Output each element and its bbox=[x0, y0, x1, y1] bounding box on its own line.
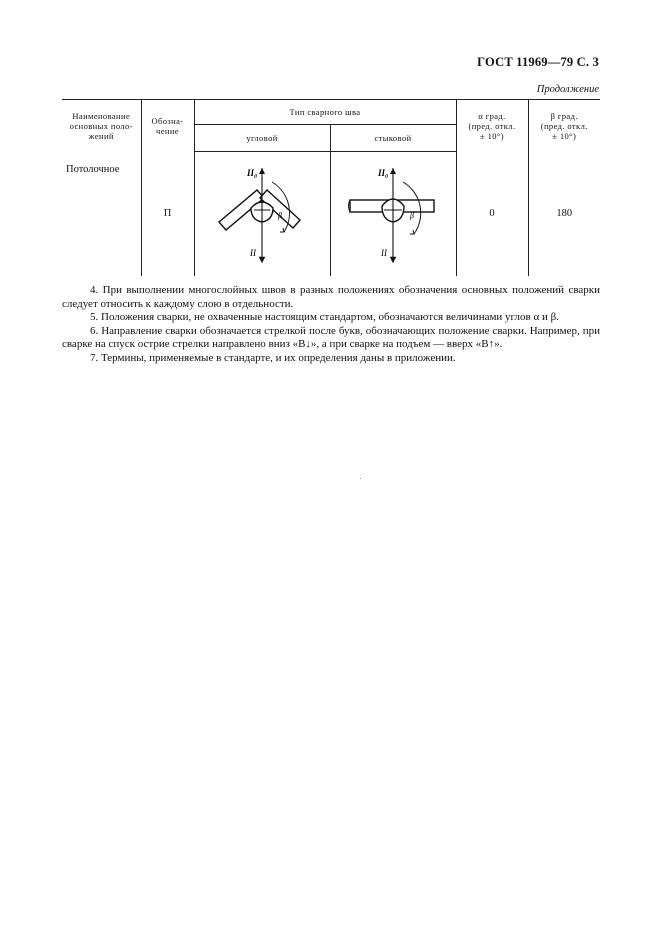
top-axis-label: II₀ bbox=[378, 167, 389, 178]
header-designation: Обозна- чение bbox=[141, 100, 194, 152]
paragraph-6: 6. Направление сварки обозначается стрелкой после букв, обозначающих положение сварки. Например, при сварке на спуск острие стрелки направлено вниз «В↓», а при сварке на подъем — вверх «В↑». bbox=[62, 324, 600, 351]
speck bbox=[360, 478, 361, 479]
page-header: ГОСТ 11969—79 С. 3 bbox=[477, 55, 599, 69]
continuation-label: Продолжение bbox=[536, 84, 599, 95]
header-beta: β град. (пред. откл. ± 10°) bbox=[528, 100, 600, 152]
row-alpha: 0 bbox=[456, 152, 528, 276]
bottom-axis-label: II bbox=[381, 247, 387, 258]
notes-text bbox=[62, 284, 600, 366]
header-alpha: α град. (пред. откл. ± 10°) bbox=[456, 100, 528, 152]
row-name: Потолочное bbox=[62, 152, 141, 276]
paragraph-7: 7. Термины, применяемые в стандарте, и их определения даны в приложении. bbox=[90, 351, 456, 364]
row-designation: П bbox=[141, 152, 194, 276]
weld-positions-table bbox=[62, 99, 600, 276]
header-name: Наименование основных поло- жений bbox=[62, 100, 141, 152]
beta-angle-label: β bbox=[278, 210, 282, 220]
header-butt: стыковой bbox=[330, 125, 456, 152]
fillet-weld-diagram-cell bbox=[194, 152, 330, 276]
paragraph-5: 5. Положения сварки, не охваченные настоящим стандартом, обозначаются величинами углов α и β. bbox=[90, 311, 559, 324]
row-beta: 180 bbox=[528, 152, 600, 276]
top-axis-label: II₀ bbox=[247, 167, 258, 178]
beta-angle-label: β bbox=[410, 210, 414, 220]
table-row bbox=[62, 152, 600, 276]
bottom-axis-label: II bbox=[250, 247, 256, 258]
butt-weld-diagram-cell bbox=[330, 152, 456, 276]
header-weld-type: Тип сварного шва bbox=[194, 100, 456, 125]
header-fillet: угловой bbox=[194, 125, 330, 152]
paragraph-4: 4. При выполнении многослойных швов в разных положениях обозначения основных положений сварки следует относить к каждому слою в отдельности. bbox=[62, 284, 600, 310]
butt-weld-diagram bbox=[338, 162, 448, 266]
fillet-weld-diagram bbox=[202, 162, 322, 266]
